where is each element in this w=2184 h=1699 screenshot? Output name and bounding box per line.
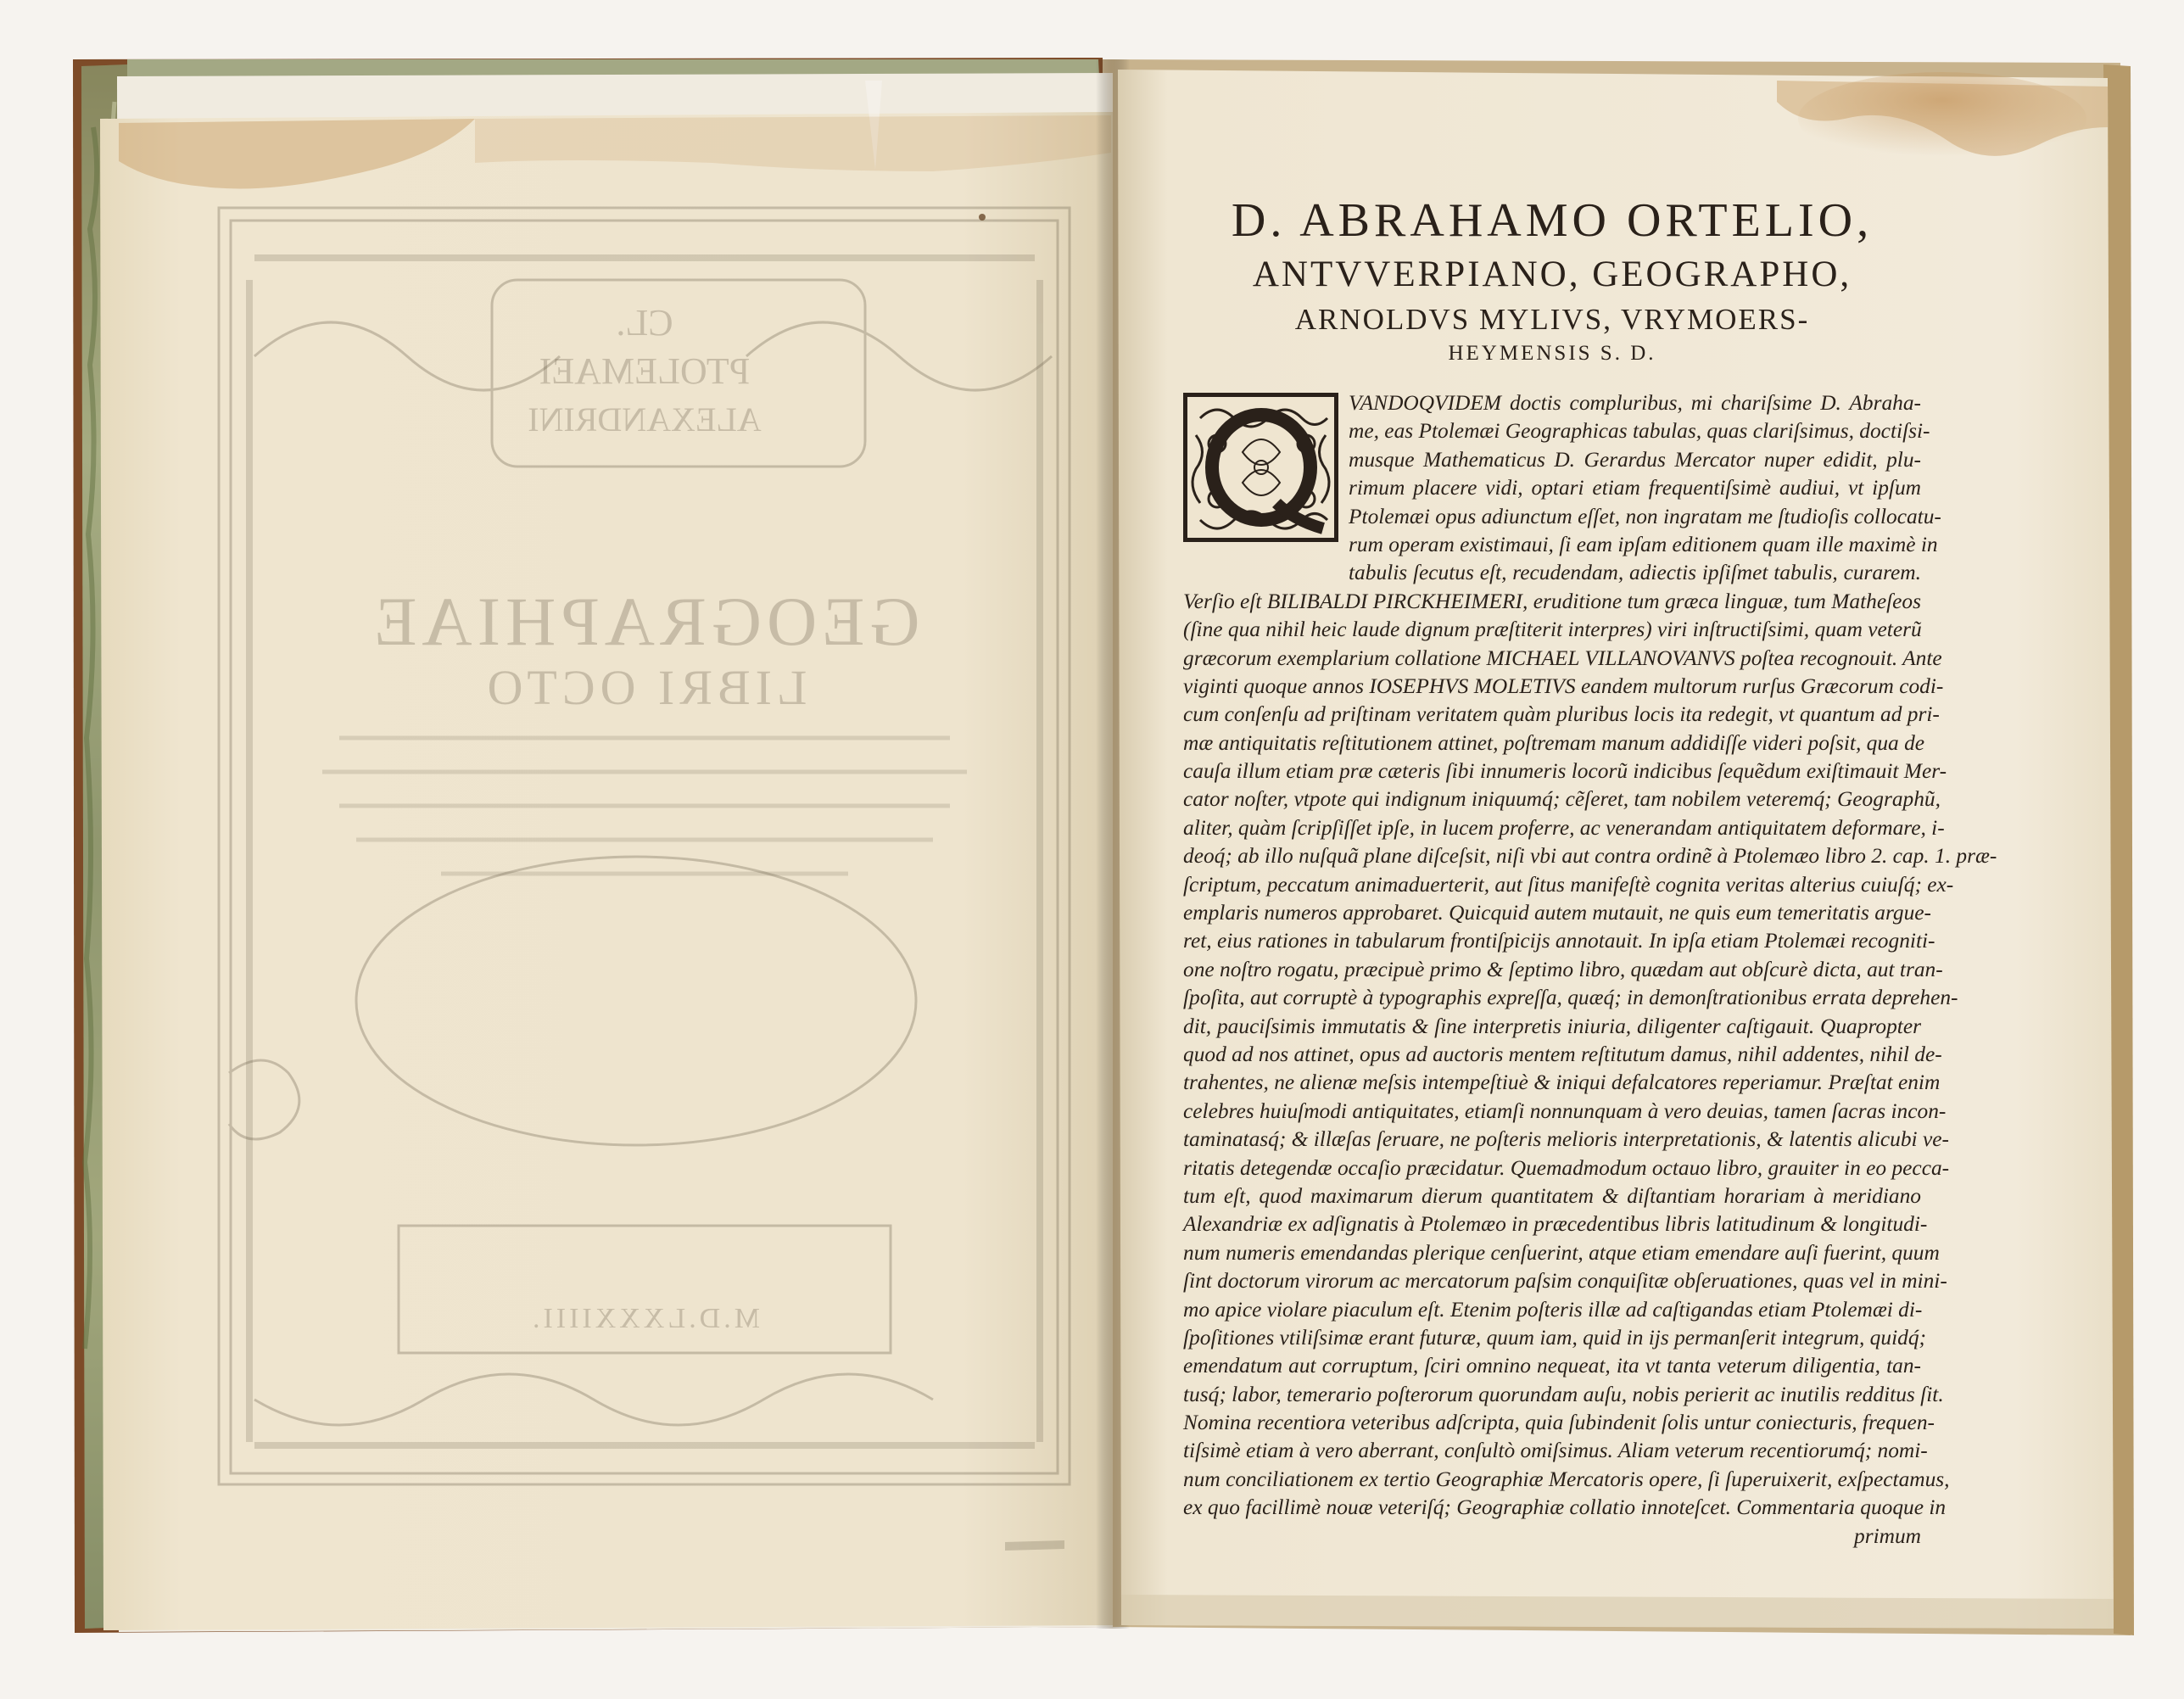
body-line: ſpoſitiones vtiliſsimæ erant futuræ, quum iam, quid in ijs permanſerit integrum, quidq́; [1183, 1325, 1926, 1350]
ink-dot [979, 214, 986, 221]
body-line: ret, eius rationes in tabularum frontiſpicijs annotauit. In ipſa etiam Ptolemæi recogniti- [1183, 929, 1935, 953]
body-line: dit, pauciſsimis immutatis & ſine interpretis iniuria, diligenter caſtigauit. Quapropter [1183, 1014, 1921, 1038]
body-line: ſint doctorum virorum ac mercatorum paſsim conquiſitæ obſeruationes, quas vel in mini- [1183, 1269, 1947, 1294]
showthrough-cartouche-1: CL. [616, 302, 673, 344]
body-line: tum eſt, quod maximarum dierum quantitatem & diſtantiam horariam à meridiano [1183, 1183, 1921, 1208]
body-line: deoq́; ab illo nuſquã plane diſceſsit, niſi vbi aut contra ordinẽ à Ptolemæo libro 2. cap. 1. præ- [1183, 844, 1997, 869]
body-line: tusq́; labor, temerario poſterorum quorundam auſu, nobis perierit ac inutilis redditus ſit. [1183, 1382, 1944, 1406]
body-line: græcorum exemplarium collatione MICHAEL VILLANOVANVS poſtea recognouit. Ante [1183, 646, 1942, 670]
body-line: taminatasq́; & illæſas ſeruare, ne poſteris melioris interpretationis, & latentis alicubi ve- [1183, 1127, 1949, 1152]
body-line: (ſine qua nihil heic laude dignum præſtiterit interpres) viri inſtructiſsimi, quam veterũ [1183, 618, 1922, 642]
showthrough-cartouche-2: PTOLEMAEI [539, 350, 751, 392]
showthrough-title-2: LIBRI OCTO [482, 660, 807, 715]
body-line: cum conſenſu ad priſtinam veritatem quàm pluribus locis ita redegit, vt quantum ad pri- [1183, 702, 1940, 727]
right-page-text [1183, 191, 1997, 1551]
body-line: ritatis detegendæ occaſio præcidatur. Quemadmodum octauo libro, grauiter in eo pecca- [1183, 1155, 1950, 1180]
body-line: Verſio eſt BILIBALDI PIRCKHEIMERI, eruditione tum græca linguæ, tum Matheſeos [1183, 589, 1921, 613]
body-line: quod ad nos attinet, opus ad auctoris mentem reſtitutum damus, nihil addentes, nihil de- [1183, 1042, 1942, 1066]
body-line: mæ antiquitatis reſtitutionem attinet, poſtremam manum addidiſſe videri poſsit, qua de [1183, 730, 1925, 755]
body-line: ex quo facillimè nouæ veteriſq́; Geographiæ collatio innoteſcet. Commentaria quoque in [1183, 1495, 1947, 1520]
dedication-subheading: ANTVVERPIANO, GEOGRAPHO, [1252, 254, 1852, 294]
body-line: me, eas Ptolemæi Geographicas tabulas, quas clariſsimus, doctiſsi- [1349, 419, 1930, 444]
body-line: Nomina recentiora veteribus adſcripta, quia ſubindenit ſolis untur coniecturis, frequen- [1183, 1411, 1935, 1435]
salutation-line: HEYMENSIS S. D. [1448, 342, 1656, 365]
body-line: tiſsimè etiam à vero aberrant, conſultò omiſsimus. Aliam veterum recentiorumq́; nomi- [1183, 1439, 1928, 1463]
body-line: rum operam existimaui, ſi eam ipſam editionem quam ille maximè in [1349, 532, 1938, 556]
showthrough-cartouche-3: ALEXANDRINI [528, 400, 762, 439]
body-line: mo apice violare piaculum eſt. Etenim poſteris illæ ad caſtigandas etiam Ptolemæi di- [1183, 1297, 1923, 1322]
body-line: rimum placere vidi, optari etiam frequentiſsimè audiui, vt ipſum [1349, 476, 1921, 500]
faded-stamp [1005, 1540, 1064, 1551]
body-line: celebres huiuſmodi antiquitates, etiamſi nonnunquam à vero deuias, tamen ſacras incon- [1183, 1098, 1947, 1123]
showthrough-bottom: M.D.LXXXIIII. [528, 1303, 761, 1334]
body-line: num conciliationem ex tertio Geographiæ Mercatoris opere, ſi ſuperuixerit, exſpectamus, [1183, 1467, 1950, 1491]
body-line: trahentes, ne alienæ meſsis intempeſtiuè & iniqui defalcatores reperiamur. Præſtat enim [1183, 1070, 1941, 1095]
body-line: one noſtro rogatu, præcipuè primo & ſeptimo libro, quædam aut obſcurè dicta, aut tran- [1183, 957, 1943, 981]
decorated-initial-q-icon [1183, 393, 1338, 542]
body-line: cauſa illum etiam præ cæteris ſibi innumeris locorũ indicibus ſequẽdum exiſtimauit Mer- [1183, 759, 1947, 784]
left-page [100, 73, 1113, 1632]
catchword: primum [1854, 1523, 1921, 1548]
body-line: ſcriptum, peccatum animaduerterit, aut ſitus manifeſtè cognita veritas alterius cuiuſq́; ex- [1183, 872, 1954, 897]
body-line: cator noſter, vtpote qui indignum iniquumq́; cẽſeret, tam nobilem veteremq́; Geographũ, [1183, 787, 1941, 812]
body-line: musque Mathematicus D. Gerardus Mercator nuper edidit, plu- [1349, 447, 1921, 472]
dedication-heading: D. ABRAHAMO ORTELIO, [1231, 194, 1874, 247]
body-line: ſpoſita, aut corruptè à typographis expreſſa, quæq́; in demonſtrationibus errata deprehen- [1183, 986, 1958, 1010]
author-line: ARNOLDVS MYLIVS, VRYMOERS- [1294, 303, 1810, 336]
body-line: emendatum aut corruptum, ſciri omnino nequeat, ita vt tanta veterum diligentia, tan- [1183, 1354, 1921, 1378]
showthrough-title-1: GEOGRAPHIAE [369, 583, 920, 660]
body-line: aliter, quàm ſcripſiſſet ipſe, in lucem proferre, ac venerandam antiquitatem deformare, i- [1183, 815, 1945, 840]
letter-body [1183, 389, 1997, 1551]
body-line: num numeris emendandas plerique cenſuerint, atque etiam emendare auſi fuerint, quum [1183, 1240, 1940, 1265]
body-line: viginti quoque annos IOSEPHVS MOLETIVS eandem multorum rurſus Græcorum codi- [1183, 673, 1944, 698]
body-line: VANDOQVIDEM doctis compluribus, mi chariſsime D. Abraha- [1349, 391, 1921, 415]
body-line: emplaris numeros approbaret. Quicquid autem mutauit, ne quis eum temeritatis argue- [1183, 901, 1932, 925]
body-line: Alexandriæ ex adſignatis à Ptolemæo in præcedentibus libris latitudinum & longitudi- [1183, 1212, 1928, 1237]
body-line: tabulis ſecutus eſt, recudendam, adiectis ipſiſmet tabulis, curarem. [1349, 561, 1921, 585]
body-line: Ptolemæi opus adiunctum eſſet, non ingratam me ſtudioſis collocatu- [1349, 504, 1941, 528]
